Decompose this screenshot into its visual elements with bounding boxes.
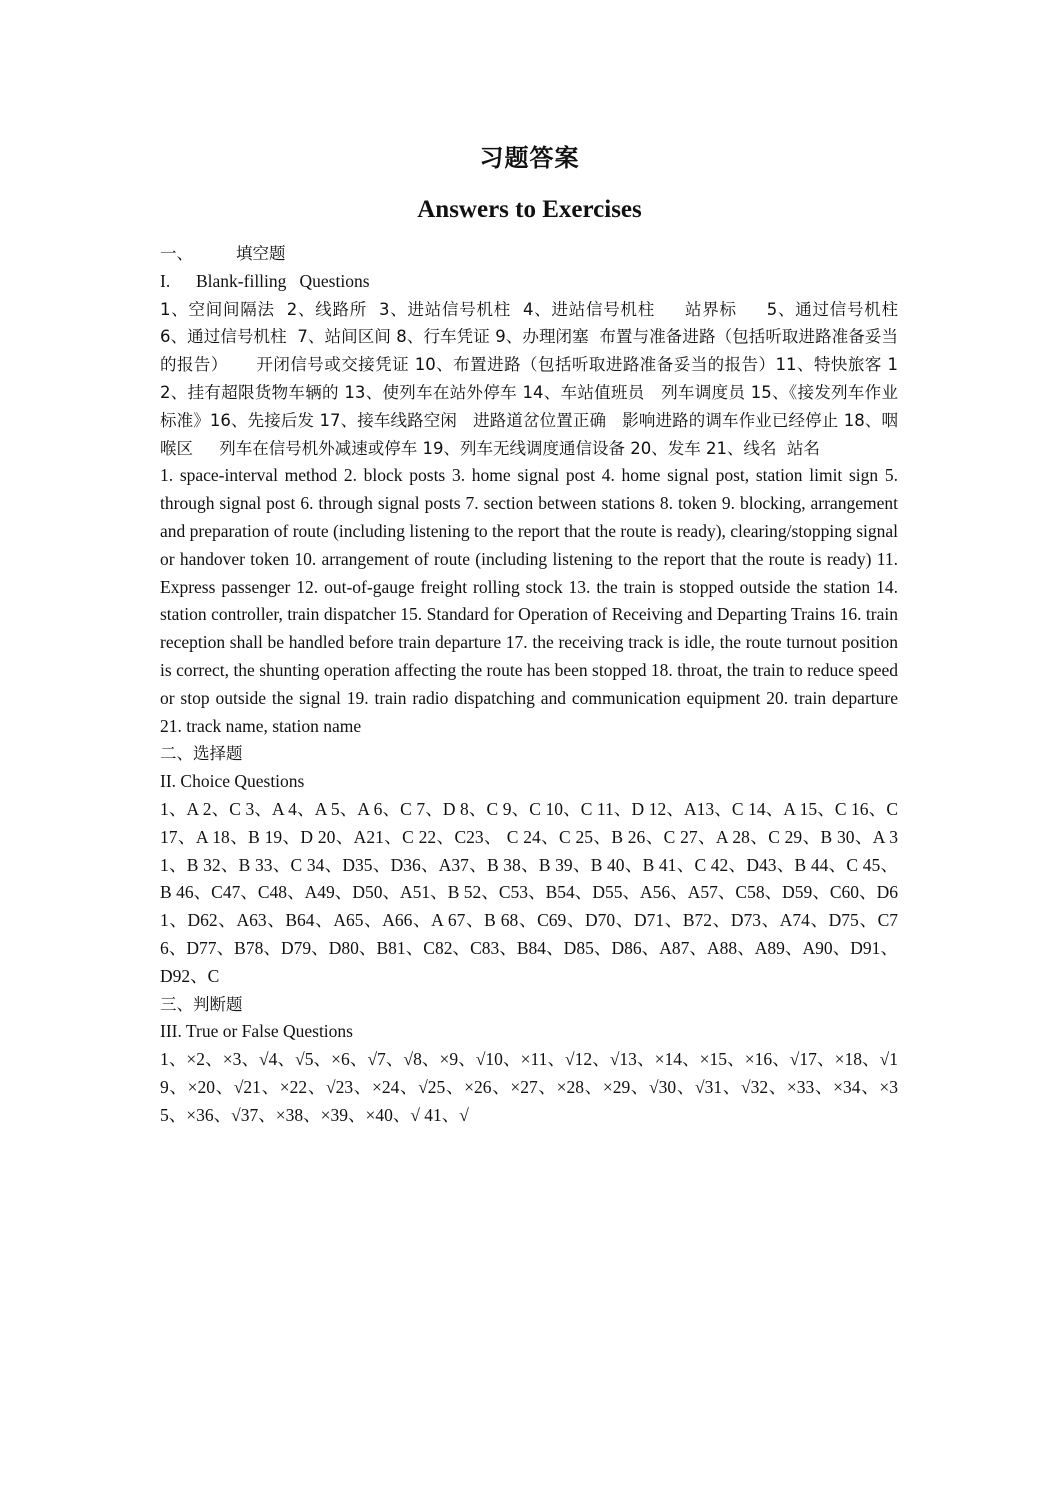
section1-heading-en-text: Blank-filling Questions — [196, 270, 370, 291]
section1-heading-english — [160, 268, 898, 296]
page-title-english: Answers to Exercises — [417, 196, 642, 223]
section1-heading-cn-text: 填空题 — [236, 244, 286, 263]
section3-heading-chinese: 三、判断题 — [160, 994, 243, 1014]
section2-heading-chinese: 二、选择题 — [160, 744, 243, 764]
section1-heading-en-number: I. — [160, 270, 171, 291]
section3-heading-english: III. True or False Questions — [160, 1021, 353, 1042]
section1-heading-cn-number: 一、 — [160, 244, 193, 263]
section1-answers-english: 1. space-interval method 2. block posts 3. home signal post 4. home signal post, station limit sign 5. through signal post 6. through signal posts 7. section between stations 8. token 9. blocking, arrangement and preparation of route (including listening to the report that the route is ready), clearing/stopping signal or handover token 10. arrangement of route (including listening to the report that the route is ready) 11. Express passenger 12. out-of-gauge freight rolling stock 13. the train is stopped outside the station 14. station controller, train dispatcher 15. Standard for Operation of Receiving and Departing Trains 16. train reception shall be handled before train departure 17. the receiving track is idle, the route turnout position is correct, the shunting operation affecting the route has been stopped 18. throat, the train to reduce speed or stop outside the signal 19. train radio dispatching and communication equipment 20. train departure 21. track name, station name — [160, 465, 898, 736]
section1-heading-chinese — [160, 240, 898, 268]
document-body — [160, 240, 919, 1130]
section3-answers: 1、×2、×3、√4、√5、×6、√7、√8、×9、√10、×11、√12、√13、×14、×15、×16、√17、×18、√19、×20、√21、×22、√23、×24、√25、×26、×27、×28、×29、√30、√31、√32、×33、×34、×35、×36、√37、×38、×39、×40、√ 41、√ — [160, 1049, 898, 1125]
section2-answers: 1、A 2、C 3、A 4、A 5、A 6、C 7、D 8、C 9、C 10、C 11、D 12、A13、C 14、A 15、C 16、C 17、A 18、B 19、D 20、A21、C 22、C23、 C 24、C 25、B 26、C 27、A 28、C 29、B 30、A 31、B 32、B 33、C 34、D35、D36、A37、B 38、B 39、B 40、B 41、C 42、D43、B 44、C 45、B 46、C47、C48、A49、D50、A51、B 52、C53、B54、D55、A56、A57、C58、D59、C60、D61、D62、A63、B64、A65、A66、A 67、B 68、C69、D70、D71、B72、D73、A74、D75、C76、D77、B78、D79、D80、B81、C82、C83、B84、D85、D86、A87、A88、A89、A90、D91、D92、C — [160, 798, 898, 986]
page-title-chinese: 习题答案 — [479, 144, 580, 172]
section1-answers-chinese: 1、空间间隔法 2、线路所 3、进站信号机柱 4、进站信号机柱 站界标 5、通过信号机柱 6、通过信号机柱 7、站间区间 8、行车凭证 9、办理闭塞 布置与准备进路（包括听取进路准备妥当的报告） 开闭信号或交接凭证 10、布置进路（包括听取进路准备妥当的报告）11、特快旅客 12、挂有超限货物车辆的 13、使列车在站外停车 14、车站值班员 列车调度员 15、《接发列车作业标准》16、先接后发 17、接车线路空闲 进路道岔位置正确 影响进路的调车作业已经停止 18、咽喉区 列车在信号机外减速或停车 19、列车无线调度通信设备 20、发车 21、线名 站名 — [160, 299, 919, 458]
section2-heading-english: II. Choice Questions — [160, 771, 305, 792]
